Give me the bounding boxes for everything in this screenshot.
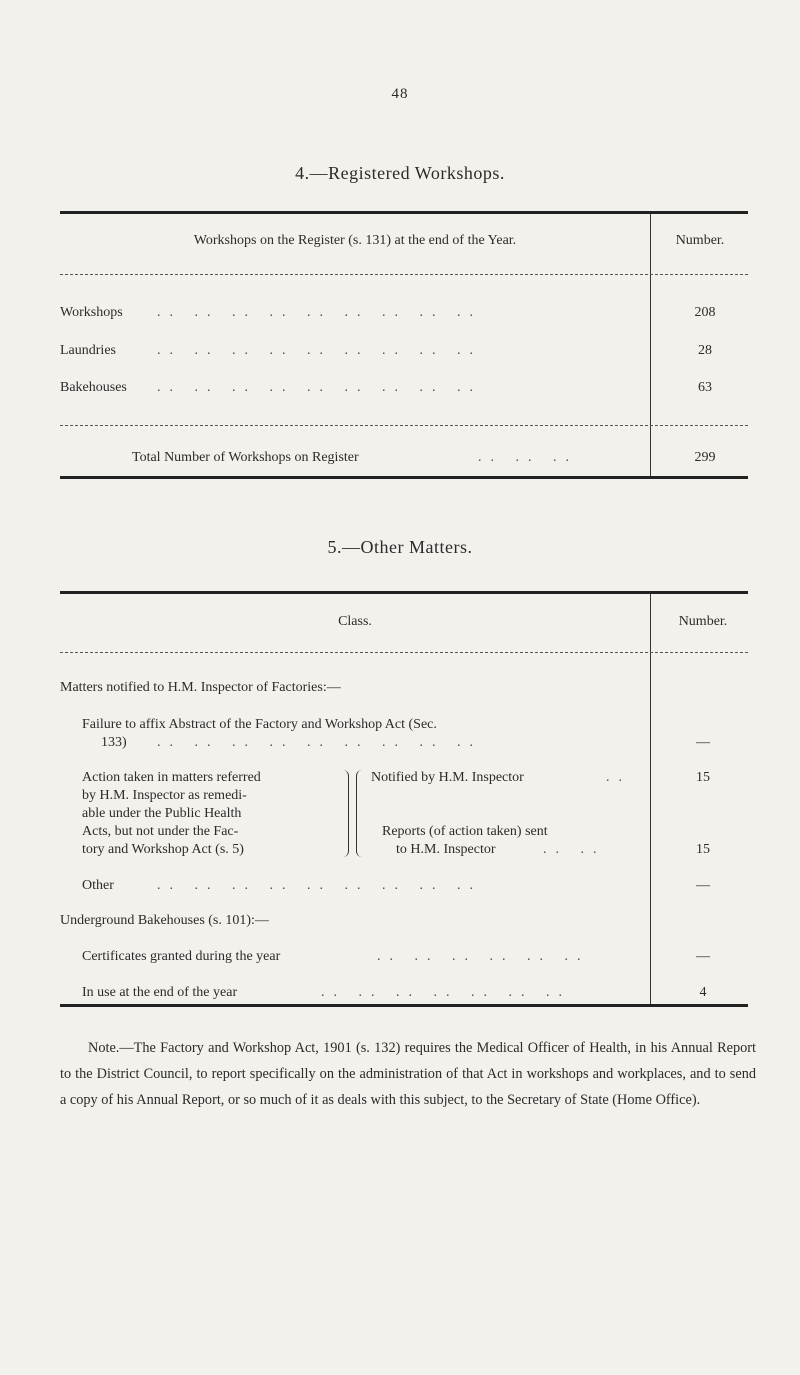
in-use-label: In use at the end of the year (82, 985, 238, 1000)
reports-line-1: Reports (of action taken) sent (382, 824, 548, 839)
table-bottom-rule (60, 1004, 748, 1007)
group-heading: Underground Bakehouses (s. 101):— (60, 913, 269, 928)
in-use-value: 4 (699, 985, 707, 1000)
total-label: Total Number of Workshops on Register (132, 450, 359, 465)
dot-leader: .. .. (543, 842, 606, 857)
section-4-title: 4.—Registered Workshops. (295, 163, 505, 183)
header-rule (60, 652, 748, 653)
footnote: Note.—The Factory and Workshop Act, 1901 (s. 132) requires the Medical Officer of Health, in his Annual Report to the District Council, to report specifically on the administration of that Act in workshops and workplaces, and to send a copy of his Annual Report, or so much of it as deals with this subject, to the Secretary of State (Home Office). (60, 1040, 756, 1108)
notified-value: 15 (696, 770, 710, 785)
dot-leader: .. .. .. .. .. .. (377, 949, 590, 964)
row-label: Laundries (60, 343, 116, 358)
column-header: Workshops on the Register (s. 131) at the end of the Year. (193, 233, 517, 248)
failure-line-1: Failure to affix Abstract of the Factory and Workshop Act (Sec. (82, 717, 437, 732)
action-line: Action taken in matters referred (82, 770, 261, 785)
row-label: Bakehouses (60, 380, 127, 395)
group-heading: Matters notified to H.M. Inspector of Factories:— (60, 680, 341, 695)
reports-line-2: to H.M. Inspector (396, 842, 496, 857)
dot-leader: .. .. .. .. .. .. .. (321, 985, 571, 1000)
action-line: able under the Public Health (82, 806, 242, 821)
row-label: Workshops (60, 305, 123, 320)
total-rule (60, 425, 748, 426)
dot-leader: .. (606, 770, 631, 785)
row-value: 208 (694, 305, 716, 320)
header-rule (60, 274, 748, 275)
column-header-number: Number. (678, 614, 728, 629)
failure-line-2: 133) (101, 735, 127, 750)
table-bottom-rule (60, 476, 748, 479)
column-divider (650, 902, 651, 1006)
action-line: tory and Workshop Act (s. 5) (82, 842, 244, 857)
other-value: — (696, 878, 710, 893)
dot-leader: .. .. .. .. .. .. .. .. .. (157, 878, 482, 893)
dot-leader: .. .. .. .. .. .. .. .. .. (157, 343, 482, 358)
table-top-rule (60, 211, 748, 214)
dot-leader: .. .. .. .. .. .. .. .. .. (157, 305, 482, 320)
page-number: 48 (391, 86, 409, 102)
action-line: Acts, but not under the Fac- (82, 824, 239, 839)
total-value: 299 (694, 450, 716, 465)
dot-leader: .. .. .. (478, 450, 578, 465)
right-brace (340, 770, 349, 857)
failure-value: — (696, 735, 710, 750)
reports-value: 15 (696, 842, 710, 857)
section-5-title: 5.—Other Matters. (327, 537, 473, 557)
column-header-number: Number. (675, 233, 725, 248)
row-value: 28 (698, 343, 712, 358)
certificates-label: Certificates granted during the year (82, 949, 281, 964)
certificates-value: — (696, 949, 710, 964)
column-header: Class. (338, 614, 372, 629)
notified-label: Notified by H.M. Inspector (371, 770, 524, 785)
table-top-rule (60, 591, 748, 594)
row-value: 63 (698, 380, 712, 395)
left-brace (356, 770, 365, 857)
action-line: by H.M. Inspector as remedi- (82, 788, 247, 803)
dot-leader: .. .. .. .. .. .. .. .. .. (157, 380, 482, 395)
other-label: Other (82, 878, 114, 893)
dot-leader: .. .. .. .. .. .. .. .. .. (157, 735, 482, 750)
